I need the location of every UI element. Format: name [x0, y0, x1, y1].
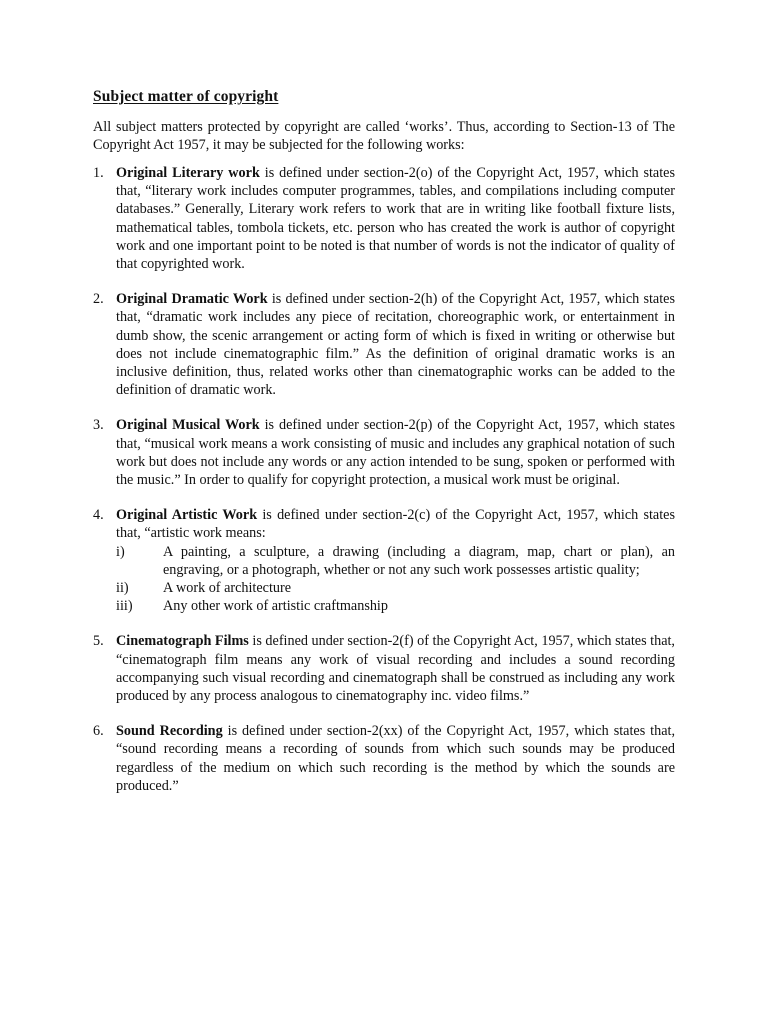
item-text: is defined under section-2(h) of the Copyright Act, 1957, which states that, “dramatic work includes any piece of recitation, choreographic work, or entertainment in dumb show, the scenic arrangement or acting form of which is fixed in writing or otherwise but does not include cinematographic film.” As the definition of original dramatic works is an inclusive definition, thus, related works other than cinematographic works can be added to the definition of dramatic work. [116, 291, 675, 399]
item-term: Original Artistic Work [116, 507, 258, 524]
item-number: 5. [93, 633, 104, 650]
sub-item-text: A work of architecture [163, 580, 292, 597]
item-text: is defined under section-2(p) of the Copyright Act, 1957, which states that, “musical work means a work consisting of music and includes any graphical notation of such work but does not include any words or any action intended to be sung, spoken or performed with the music.” In order to qualify for copyright protection, a musical work must be original. [116, 417, 675, 489]
item-number: 4. [93, 507, 104, 524]
item-body [116, 632, 675, 705]
item-body [116, 290, 675, 399]
sub-list-item [116, 579, 675, 597]
item-text: is defined under section-2(c) of the Copyright Act, 1957, which states that, “artistic work means: [116, 507, 675, 542]
sub-list-item [116, 543, 675, 579]
item-body [116, 416, 675, 489]
sub-item-text: A painting, a sculpture, a drawing (including a diagram, map, chart or plan), an engraving, or a photograph, whether or not any such work possesses artistic quality; [163, 543, 675, 578]
item-text: is defined under section-2(o) of the Copyright Act, 1957, which states that, “literary work includes computer programmes, tables, and compilations including computer databases.” Generally, Literary work refers to work that are in writing like football fixture lists, mathematical tables, tombola tickets, etc. person who has created the work is author of copyright work and one important point to be noted is that number of words is not the indicator of quality of that copyrighted work. [116, 165, 675, 273]
artistic-work-sublist [116, 543, 675, 616]
page-title: Subject matter of copyright [93, 88, 279, 105]
intro-paragraph: All subject matters protected by copyright are called ‘works’. Thus, according to Section-13 of The Copyright Act 1957, it may be subjected for the following works: [93, 119, 675, 154]
item-term: Original Literary work [116, 165, 260, 181]
sub-item-text: Any other work of artistic craftmanship [163, 598, 388, 615]
item-body [116, 164, 675, 273]
sub-item-number: iii) [116, 598, 133, 615]
sub-item-number: i) [116, 543, 125, 560]
list-item-dramatic-work [93, 290, 675, 399]
list-item-literary-work [93, 164, 675, 273]
item-text: is defined under section-2(xx) of the Copyright Act, 1957, which states that, “sound recording means a recording of sounds from which such sounds may be produced regardless of the medium on which such recording is the method by which the sounds are produced.” [116, 723, 676, 794]
item-text: is defined under section-2(f) of the Copyright Act, 1957, which states that, “cinematograph film means any work of visual recording and includes a sound recording accompanying such visual recording and cinematograph shall be construed as including any work produced by any process analogous to cinematography inc. video films.” [116, 633, 675, 705]
item-term: Cinematograph Films [116, 633, 249, 650]
list-item-artistic-work [93, 506, 675, 615]
item-term: Original Dramatic Work [116, 291, 268, 308]
works-list [93, 164, 675, 812]
item-term: Original Musical Work [116, 417, 260, 434]
list-item-cinematograph-films [93, 632, 675, 705]
item-number: 2. [93, 291, 104, 308]
sub-item-number: ii) [116, 580, 129, 597]
item-number: 3. [93, 417, 104, 434]
item-number: 6. [93, 723, 104, 740]
item-number: 1. [93, 165, 104, 181]
sub-list-item [116, 597, 675, 615]
item-term: Sound Recording [116, 723, 223, 740]
item-body [116, 506, 675, 542]
list-item-sound-recording [93, 722, 675, 795]
list-item-musical-work [93, 416, 675, 489]
item-body [116, 722, 675, 795]
